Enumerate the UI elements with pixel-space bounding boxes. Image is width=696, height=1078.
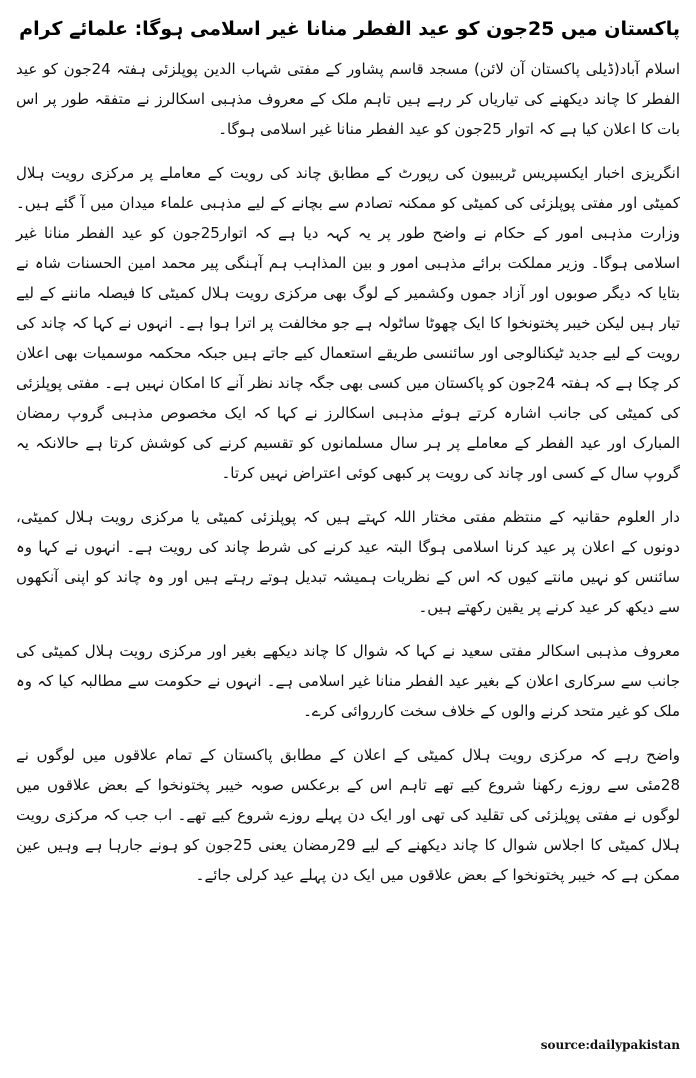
- article-paragraph-1: اسلام آباد(ڈیلی پاکستان آن لائن) مسجد قاسم پشاور کے مفتی شہاب الدین پوپلزئی ہفتہ 24جون کو عید الفطر کا چاند دیکھنے کی تیاریاں کر رہے ہیں تاہم ملک کے معروف مذہبی اسکالرز نے متفقہ طور پر اس بات کا اعلان کیا ہے کہ اتوار 25جون کو عید الفطر منانا غیر اسلامی ہوگا۔: [16, 60, 680, 138]
- article-headline: پاکستان میں 25جون کو عید الفطر منانا غیر اسلامی ہوگا: علمائے کرام: [19, 18, 680, 40]
- article-paragraph-2: انگریزی اخبار ایکسپریس ٹریبیون کی رپورٹ کے مطابق چاند کی رویت کے معاملے پر مرکزی رویت ہلال کمیٹی اور مفتی پوپلزئی کی کمیٹی کو ممکنہ تصادم سے بچانے کے لیے مذہبی علماء میدان میں آ گئے ہیں۔ وزارت مذہبی امور کے حکام نے واضح طور پر یہ کہہ دیا ہے کہ اتوار25جون کو عید الفطر منانا غیر اسلامی ہوگا۔ وزیر مملکت برائے مذہبی امور و بین المذاہب ہم آہنگی پیر محمد امین الحسنات شاہ نے بتایا کہ دیگر صوبوں اور آزاد جموں وکشمیر کے لوگ بھی مرکزی رویت ہلال کمیٹی کا فیصلہ ماننے کے لیے تیار ہیں لیکن خیبر پختونخوا کا ایک چھوٹا ساٹولہ ہے جو مخالفت پر اترا ہوا ہے۔ انہوں نے کہا کہ چاند کی رویت کے لیے جدید ٹیکنالوجی اور سائنسی طریقے استعمال کیے جاتے ہیں جبکہ محکمہ موسمیات بھی اعلان کر چکا ہے کہ ہفتہ 24جون کو پاکستان میں کسی بھی جگہ چاند نظر آنے کا امکان نہیں ہے۔ مفتی پوپلزئی کی کمیٹی کی جانب اشارہ کرتے ہوئے مذہبی اسکالرز نے کہا کہ ایک مخصوص مذہبی گروپ رمضان المبارک اور عید الفطر کے معاملے پر ہر سال مسلمانوں کو تقسیم کرنے کی کوشش کرتا ہے حالانکہ یہ گروپ سال کے کسی اور چاند کی رویت پر کبھی کوئی اعتراض نہیں کرتا۔: [16, 164, 680, 482]
- source-credit: source:dailypakistan: [540, 1038, 680, 1052]
- article-paragraph-5: واضح رہے کہ مرکزی رویت ہلال کمیٹی کے اعلان کے مطابق پاکستان کے تمام علاقوں میں لوگوں نے 28مئی سے روزے رکھنا شروع کیے تھے تاہم اس کے برعکس صوبہ خیبر پختونخوا کے بعض علاقوں میں لوگوں نے مفتی پوپلزئی کی تقلید کی تھی اور ایک دن پہلے روزے شروع کیے تھے۔ اب جب کہ مرکزی رویت ہلال کمیٹی کا اجلاس شوال کا چاند دیکھنے کے لیے 29رمضان یعنی 25جون کو ہونے جارہا ہے وہیں عین ممکن ہے کہ خیبر پختونخوا کے بعض علاقوں میں ایک دن پہلے عید کرلی جائے۔: [16, 746, 680, 884]
- article-paragraph-3: دار العلوم حقانیہ کے منتظم مفتی مختار اللہ کہتے ہیں کہ پوپلزئی کمیٹی یا مرکزی رویت ہلال کمیٹی، دونوں کے اعلان پر عید کرنا اسلامی ہوگا البتہ عید کرنے کی شرط چاند کی رویت ہے۔ انہوں نے کہا وہ سائنس کو نہیں مانتے کیوں کہ اس کے نظریات ہمیشہ تبدیل ہوتے رہتے ہیں اور وہ چاند کو اپنی آنکھوں سے دیکھ کر عید کرنے پر یقین رکھتے ہیں۔: [16, 508, 680, 616]
- article-paragraph-4: معروف مذہبی اسکالر مفتی سعید نے کہا کہ شوال کا چاند دیکھے بغیر اور مرکزی رویت ہلال کمیٹی کی جانب سے سرکاری اعلان کے بغیر عید الفطر منانا غیر اسلامی ہے۔ انہوں نے حکومت سے مطالبہ کیا کہ وہ ملک کو غیر متحد کرنے والوں کے خلاف سخت کارروائی کرے۔: [16, 642, 680, 720]
